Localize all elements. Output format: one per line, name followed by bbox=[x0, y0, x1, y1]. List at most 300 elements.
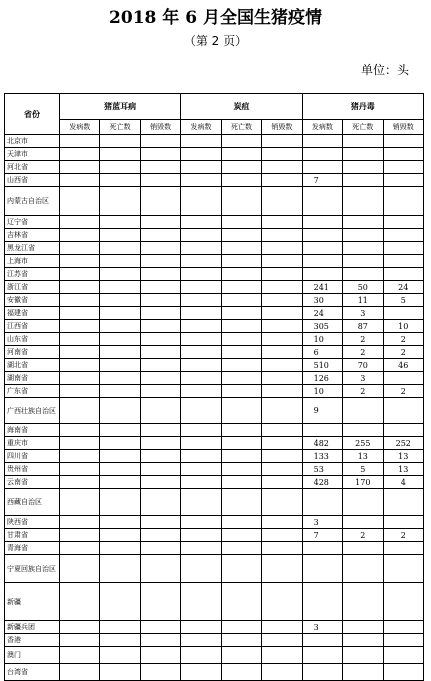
value-cell bbox=[60, 307, 100, 320]
value-cell bbox=[383, 242, 424, 255]
value-cell bbox=[383, 372, 424, 385]
value-cell bbox=[262, 372, 302, 385]
value-cell bbox=[383, 216, 424, 229]
value-cell bbox=[343, 255, 383, 268]
value-cell bbox=[262, 346, 302, 359]
value-cell bbox=[221, 229, 261, 242]
value-cell bbox=[221, 281, 261, 294]
value-cell: 255 bbox=[343, 437, 383, 450]
value-cell bbox=[343, 268, 383, 281]
sub-header-row bbox=[5, 120, 424, 135]
value-cell bbox=[140, 294, 180, 307]
value-cell bbox=[60, 621, 100, 634]
value-cell bbox=[60, 450, 100, 463]
value-cell bbox=[383, 307, 424, 320]
value-cell bbox=[383, 647, 424, 664]
value-cell bbox=[60, 424, 100, 437]
value-cell bbox=[383, 664, 424, 681]
value-cell bbox=[60, 216, 100, 229]
value-cell bbox=[262, 424, 302, 437]
value-cell: 53 bbox=[302, 463, 342, 476]
value-cell bbox=[221, 372, 261, 385]
value-cell bbox=[60, 489, 100, 516]
value-cell bbox=[100, 333, 140, 346]
value-cell bbox=[140, 647, 180, 664]
value-cell bbox=[383, 516, 424, 529]
province-cell: 湖北省 bbox=[5, 359, 60, 372]
value-cell bbox=[343, 424, 383, 437]
province-cell: 山西省 bbox=[5, 174, 60, 187]
value-cell bbox=[100, 437, 140, 450]
value-cell: 510 bbox=[302, 359, 342, 372]
value-cell bbox=[302, 187, 342, 216]
value-cell bbox=[60, 398, 100, 424]
value-cell bbox=[262, 148, 302, 161]
value-cell: 13 bbox=[383, 450, 424, 463]
value-cell bbox=[221, 476, 261, 489]
province-cell: 西藏自治区 bbox=[5, 489, 60, 516]
province-cell: 天津市 bbox=[5, 148, 60, 161]
table-row bbox=[5, 476, 424, 489]
value-cell: 10 bbox=[302, 333, 342, 346]
value-cell bbox=[140, 634, 180, 647]
value-cell bbox=[262, 647, 302, 664]
value-cell bbox=[140, 542, 180, 555]
value-cell bbox=[60, 255, 100, 268]
value-cell bbox=[60, 529, 100, 542]
value-cell bbox=[60, 135, 100, 148]
value-cell bbox=[100, 255, 140, 268]
value-cell bbox=[221, 135, 261, 148]
value-cell bbox=[262, 187, 302, 216]
value-cell bbox=[60, 647, 100, 664]
value-cell: 7 bbox=[302, 174, 342, 187]
value-cell bbox=[60, 385, 100, 398]
value-cell bbox=[100, 476, 140, 489]
value-cell bbox=[221, 320, 261, 333]
value-cell bbox=[60, 229, 100, 242]
value-cell bbox=[262, 437, 302, 450]
province-cell: 广西壮族自治区 bbox=[5, 398, 60, 424]
value-cell bbox=[140, 174, 180, 187]
value-cell bbox=[302, 268, 342, 281]
value-cell bbox=[302, 647, 342, 664]
sub-header-deaths: 死亡数 bbox=[221, 120, 261, 135]
value-cell bbox=[221, 542, 261, 555]
value-cell bbox=[60, 583, 100, 621]
value-cell bbox=[383, 161, 424, 174]
value-cell bbox=[302, 135, 342, 148]
value-cell bbox=[140, 281, 180, 294]
value-cell: 2 bbox=[343, 385, 383, 398]
value-cell bbox=[100, 229, 140, 242]
value-cell bbox=[262, 281, 302, 294]
value-cell bbox=[100, 489, 140, 516]
value-cell bbox=[140, 255, 180, 268]
value-cell bbox=[140, 135, 180, 148]
value-cell bbox=[100, 187, 140, 216]
value-cell bbox=[100, 294, 140, 307]
value-cell bbox=[100, 583, 140, 621]
value-cell bbox=[343, 621, 383, 634]
province-cell: 福建省 bbox=[5, 307, 60, 320]
value-cell bbox=[140, 489, 180, 516]
value-cell bbox=[100, 346, 140, 359]
value-cell bbox=[140, 187, 180, 216]
table-row bbox=[5, 294, 424, 307]
value-cell bbox=[302, 583, 342, 621]
value-cell bbox=[262, 135, 302, 148]
value-cell bbox=[262, 174, 302, 187]
value-cell bbox=[140, 320, 180, 333]
value-cell bbox=[60, 516, 100, 529]
value-cell bbox=[140, 229, 180, 242]
value-cell bbox=[181, 229, 221, 242]
value-cell bbox=[60, 372, 100, 385]
value-cell: 4 bbox=[383, 476, 424, 489]
province-cell: 四川省 bbox=[5, 450, 60, 463]
value-cell bbox=[60, 664, 100, 681]
value-cell bbox=[221, 333, 261, 346]
value-cell bbox=[221, 634, 261, 647]
value-cell bbox=[221, 161, 261, 174]
group-header-row bbox=[5, 94, 424, 120]
value-cell bbox=[181, 307, 221, 320]
value-cell bbox=[60, 268, 100, 281]
value-cell bbox=[221, 450, 261, 463]
province-cell: 江苏省 bbox=[5, 268, 60, 281]
value-cell bbox=[383, 174, 424, 187]
value-cell bbox=[100, 372, 140, 385]
province-cell: 广东省 bbox=[5, 385, 60, 398]
value-cell bbox=[262, 489, 302, 516]
value-cell bbox=[221, 463, 261, 476]
value-cell bbox=[140, 148, 180, 161]
value-cell bbox=[140, 242, 180, 255]
value-cell bbox=[140, 583, 180, 621]
value-cell: 7 bbox=[302, 529, 342, 542]
table-row bbox=[5, 268, 424, 281]
value-cell bbox=[221, 647, 261, 664]
page-subtitle: （第 2 页） bbox=[183, 34, 248, 48]
value-cell bbox=[181, 621, 221, 634]
sub-header-destroyed: 销毁数 bbox=[140, 120, 180, 135]
value-cell bbox=[262, 359, 302, 372]
value-cell bbox=[140, 516, 180, 529]
value-cell bbox=[262, 320, 302, 333]
value-cell bbox=[262, 294, 302, 307]
value-cell bbox=[302, 664, 342, 681]
value-cell bbox=[140, 161, 180, 174]
value-cell bbox=[221, 268, 261, 281]
value-cell: 10 bbox=[383, 320, 424, 333]
value-cell bbox=[181, 268, 221, 281]
province-cell: 湖南省 bbox=[5, 372, 60, 385]
value-cell bbox=[140, 529, 180, 542]
value-cell bbox=[60, 148, 100, 161]
value-cell bbox=[343, 187, 383, 216]
value-cell bbox=[100, 359, 140, 372]
table-row bbox=[5, 320, 424, 333]
province-cell: 新疆兵团 bbox=[5, 621, 60, 634]
value-cell bbox=[60, 476, 100, 489]
value-cell bbox=[262, 229, 302, 242]
value-cell bbox=[100, 424, 140, 437]
value-cell bbox=[383, 489, 424, 516]
value-cell bbox=[343, 555, 383, 583]
value-cell bbox=[262, 242, 302, 255]
group-header-prrs: 猪蓝耳病 bbox=[60, 94, 181, 120]
value-cell bbox=[100, 516, 140, 529]
table-row bbox=[5, 161, 424, 174]
epidemic-table bbox=[4, 93, 424, 681]
province-cell: 陕西省 bbox=[5, 516, 60, 529]
table-row bbox=[5, 307, 424, 320]
value-cell: 428 bbox=[302, 476, 342, 489]
table-row bbox=[5, 583, 424, 621]
province-cell: 甘肃省 bbox=[5, 529, 60, 542]
province-cell: 北京市 bbox=[5, 135, 60, 148]
value-cell bbox=[100, 398, 140, 424]
table-row bbox=[5, 489, 424, 516]
value-cell bbox=[181, 281, 221, 294]
province-cell: 河南省 bbox=[5, 346, 60, 359]
value-cell bbox=[140, 268, 180, 281]
value-cell bbox=[343, 174, 383, 187]
table-row bbox=[5, 450, 424, 463]
table-row bbox=[5, 424, 424, 437]
province-cell: 新疆 bbox=[5, 583, 60, 621]
value-cell bbox=[302, 634, 342, 647]
value-cell bbox=[262, 398, 302, 424]
value-cell bbox=[140, 555, 180, 583]
sub-header-cases: 发病数 bbox=[181, 120, 221, 135]
value-cell: 2 bbox=[383, 529, 424, 542]
value-cell bbox=[140, 450, 180, 463]
value-cell: 11 bbox=[343, 294, 383, 307]
value-cell bbox=[100, 242, 140, 255]
value-cell bbox=[262, 450, 302, 463]
value-cell bbox=[181, 320, 221, 333]
province-cell: 浙江省 bbox=[5, 281, 60, 294]
sub-header-destroyed: 销毁数 bbox=[383, 120, 424, 135]
value-cell bbox=[140, 372, 180, 385]
table-row bbox=[5, 229, 424, 242]
value-cell bbox=[181, 437, 221, 450]
value-cell bbox=[383, 424, 424, 437]
table-row bbox=[5, 634, 424, 647]
value-cell bbox=[181, 372, 221, 385]
value-cell bbox=[343, 216, 383, 229]
value-cell bbox=[140, 476, 180, 489]
value-cell: 50 bbox=[343, 281, 383, 294]
value-cell bbox=[383, 187, 424, 216]
value-cell bbox=[181, 346, 221, 359]
table-row bbox=[5, 187, 424, 216]
table-row bbox=[5, 542, 424, 555]
value-cell bbox=[100, 307, 140, 320]
value-cell bbox=[140, 307, 180, 320]
value-cell bbox=[262, 385, 302, 398]
value-cell bbox=[181, 529, 221, 542]
value-cell bbox=[221, 216, 261, 229]
table-row bbox=[5, 255, 424, 268]
value-cell bbox=[140, 463, 180, 476]
value-cell bbox=[100, 135, 140, 148]
value-cell bbox=[60, 161, 100, 174]
value-cell bbox=[181, 450, 221, 463]
value-cell: 30 bbox=[302, 294, 342, 307]
value-cell: 305 bbox=[302, 320, 342, 333]
value-cell bbox=[181, 489, 221, 516]
value-cell bbox=[262, 583, 302, 621]
value-cell bbox=[221, 385, 261, 398]
value-cell bbox=[343, 647, 383, 664]
value-cell bbox=[383, 229, 424, 242]
value-cell bbox=[383, 555, 424, 583]
province-cell: 河北省 bbox=[5, 161, 60, 174]
value-cell bbox=[100, 555, 140, 583]
value-cell bbox=[383, 634, 424, 647]
value-cell bbox=[221, 148, 261, 161]
value-cell bbox=[181, 333, 221, 346]
value-cell bbox=[383, 621, 424, 634]
value-cell bbox=[383, 583, 424, 621]
value-cell: 5 bbox=[383, 294, 424, 307]
unit-label: 单位：头 bbox=[360, 63, 409, 77]
value-cell bbox=[181, 255, 221, 268]
value-cell: 46 bbox=[383, 359, 424, 372]
value-cell bbox=[100, 385, 140, 398]
value-cell bbox=[221, 398, 261, 424]
value-cell bbox=[221, 621, 261, 634]
value-cell bbox=[181, 174, 221, 187]
value-cell bbox=[262, 664, 302, 681]
value-cell bbox=[343, 398, 383, 424]
value-cell bbox=[181, 463, 221, 476]
value-cell bbox=[60, 174, 100, 187]
value-cell bbox=[302, 255, 342, 268]
value-cell bbox=[140, 664, 180, 681]
value-cell bbox=[100, 174, 140, 187]
value-cell bbox=[181, 634, 221, 647]
value-cell bbox=[302, 489, 342, 516]
table-row bbox=[5, 621, 424, 634]
value-cell bbox=[221, 424, 261, 437]
value-cell: 24 bbox=[383, 281, 424, 294]
value-cell bbox=[343, 242, 383, 255]
value-cell bbox=[181, 647, 221, 664]
value-cell bbox=[343, 161, 383, 174]
value-cell: 2 bbox=[343, 333, 383, 346]
province-cell: 吉林省 bbox=[5, 229, 60, 242]
value-cell bbox=[60, 463, 100, 476]
value-cell bbox=[221, 242, 261, 255]
province-cell: 安徽省 bbox=[5, 294, 60, 307]
value-cell bbox=[221, 174, 261, 187]
table-row bbox=[5, 216, 424, 229]
value-cell: 2 bbox=[343, 529, 383, 542]
sub-header-destroyed: 销毁数 bbox=[262, 120, 302, 135]
value-cell bbox=[60, 281, 100, 294]
value-cell bbox=[60, 294, 100, 307]
province-cell: 内蒙古自治区 bbox=[5, 187, 60, 216]
table-row bbox=[5, 281, 424, 294]
value-cell bbox=[221, 187, 261, 216]
value-cell: 126 bbox=[302, 372, 342, 385]
value-cell bbox=[221, 555, 261, 583]
value-cell bbox=[181, 216, 221, 229]
value-cell bbox=[181, 385, 221, 398]
value-cell bbox=[221, 346, 261, 359]
value-cell bbox=[302, 148, 342, 161]
value-cell bbox=[343, 664, 383, 681]
value-cell: 2 bbox=[383, 346, 424, 359]
value-cell bbox=[221, 437, 261, 450]
value-cell: 3 bbox=[343, 307, 383, 320]
table-row bbox=[5, 346, 424, 359]
value-cell bbox=[181, 135, 221, 148]
value-cell bbox=[262, 307, 302, 320]
table-row bbox=[5, 664, 424, 681]
value-cell bbox=[262, 333, 302, 346]
province-cell: 澳门 bbox=[5, 647, 60, 664]
group-header-erysipelas: 猪丹毒 bbox=[302, 94, 423, 120]
value-cell bbox=[60, 346, 100, 359]
value-cell bbox=[343, 583, 383, 621]
value-cell bbox=[100, 621, 140, 634]
value-cell bbox=[221, 664, 261, 681]
province-cell: 香港 bbox=[5, 634, 60, 647]
province-cell: 青海省 bbox=[5, 542, 60, 555]
value-cell bbox=[221, 516, 261, 529]
value-cell bbox=[181, 359, 221, 372]
table-row bbox=[5, 516, 424, 529]
value-cell bbox=[60, 542, 100, 555]
page-title: 2018 年 6 月全国生猪疫情 bbox=[109, 8, 322, 28]
value-cell bbox=[100, 463, 140, 476]
value-cell bbox=[140, 385, 180, 398]
table-row bbox=[5, 148, 424, 161]
value-cell bbox=[181, 398, 221, 424]
value-cell: 133 bbox=[302, 450, 342, 463]
value-cell bbox=[343, 634, 383, 647]
value-cell bbox=[343, 229, 383, 242]
value-cell bbox=[60, 320, 100, 333]
value-cell bbox=[181, 555, 221, 583]
value-cell bbox=[140, 621, 180, 634]
value-cell bbox=[60, 242, 100, 255]
value-cell bbox=[343, 135, 383, 148]
value-cell bbox=[140, 424, 180, 437]
value-cell: 13 bbox=[383, 463, 424, 476]
table-row bbox=[5, 135, 424, 148]
value-cell bbox=[181, 424, 221, 437]
value-cell bbox=[181, 476, 221, 489]
table-row bbox=[5, 398, 424, 424]
value-cell bbox=[302, 542, 342, 555]
value-cell bbox=[262, 255, 302, 268]
province-cell: 海南省 bbox=[5, 424, 60, 437]
value-cell bbox=[221, 489, 261, 516]
value-cell bbox=[262, 463, 302, 476]
value-cell bbox=[100, 320, 140, 333]
value-cell bbox=[60, 333, 100, 346]
value-cell bbox=[262, 268, 302, 281]
value-cell bbox=[343, 148, 383, 161]
value-cell bbox=[100, 634, 140, 647]
sub-header-cases: 发病数 bbox=[60, 120, 100, 135]
